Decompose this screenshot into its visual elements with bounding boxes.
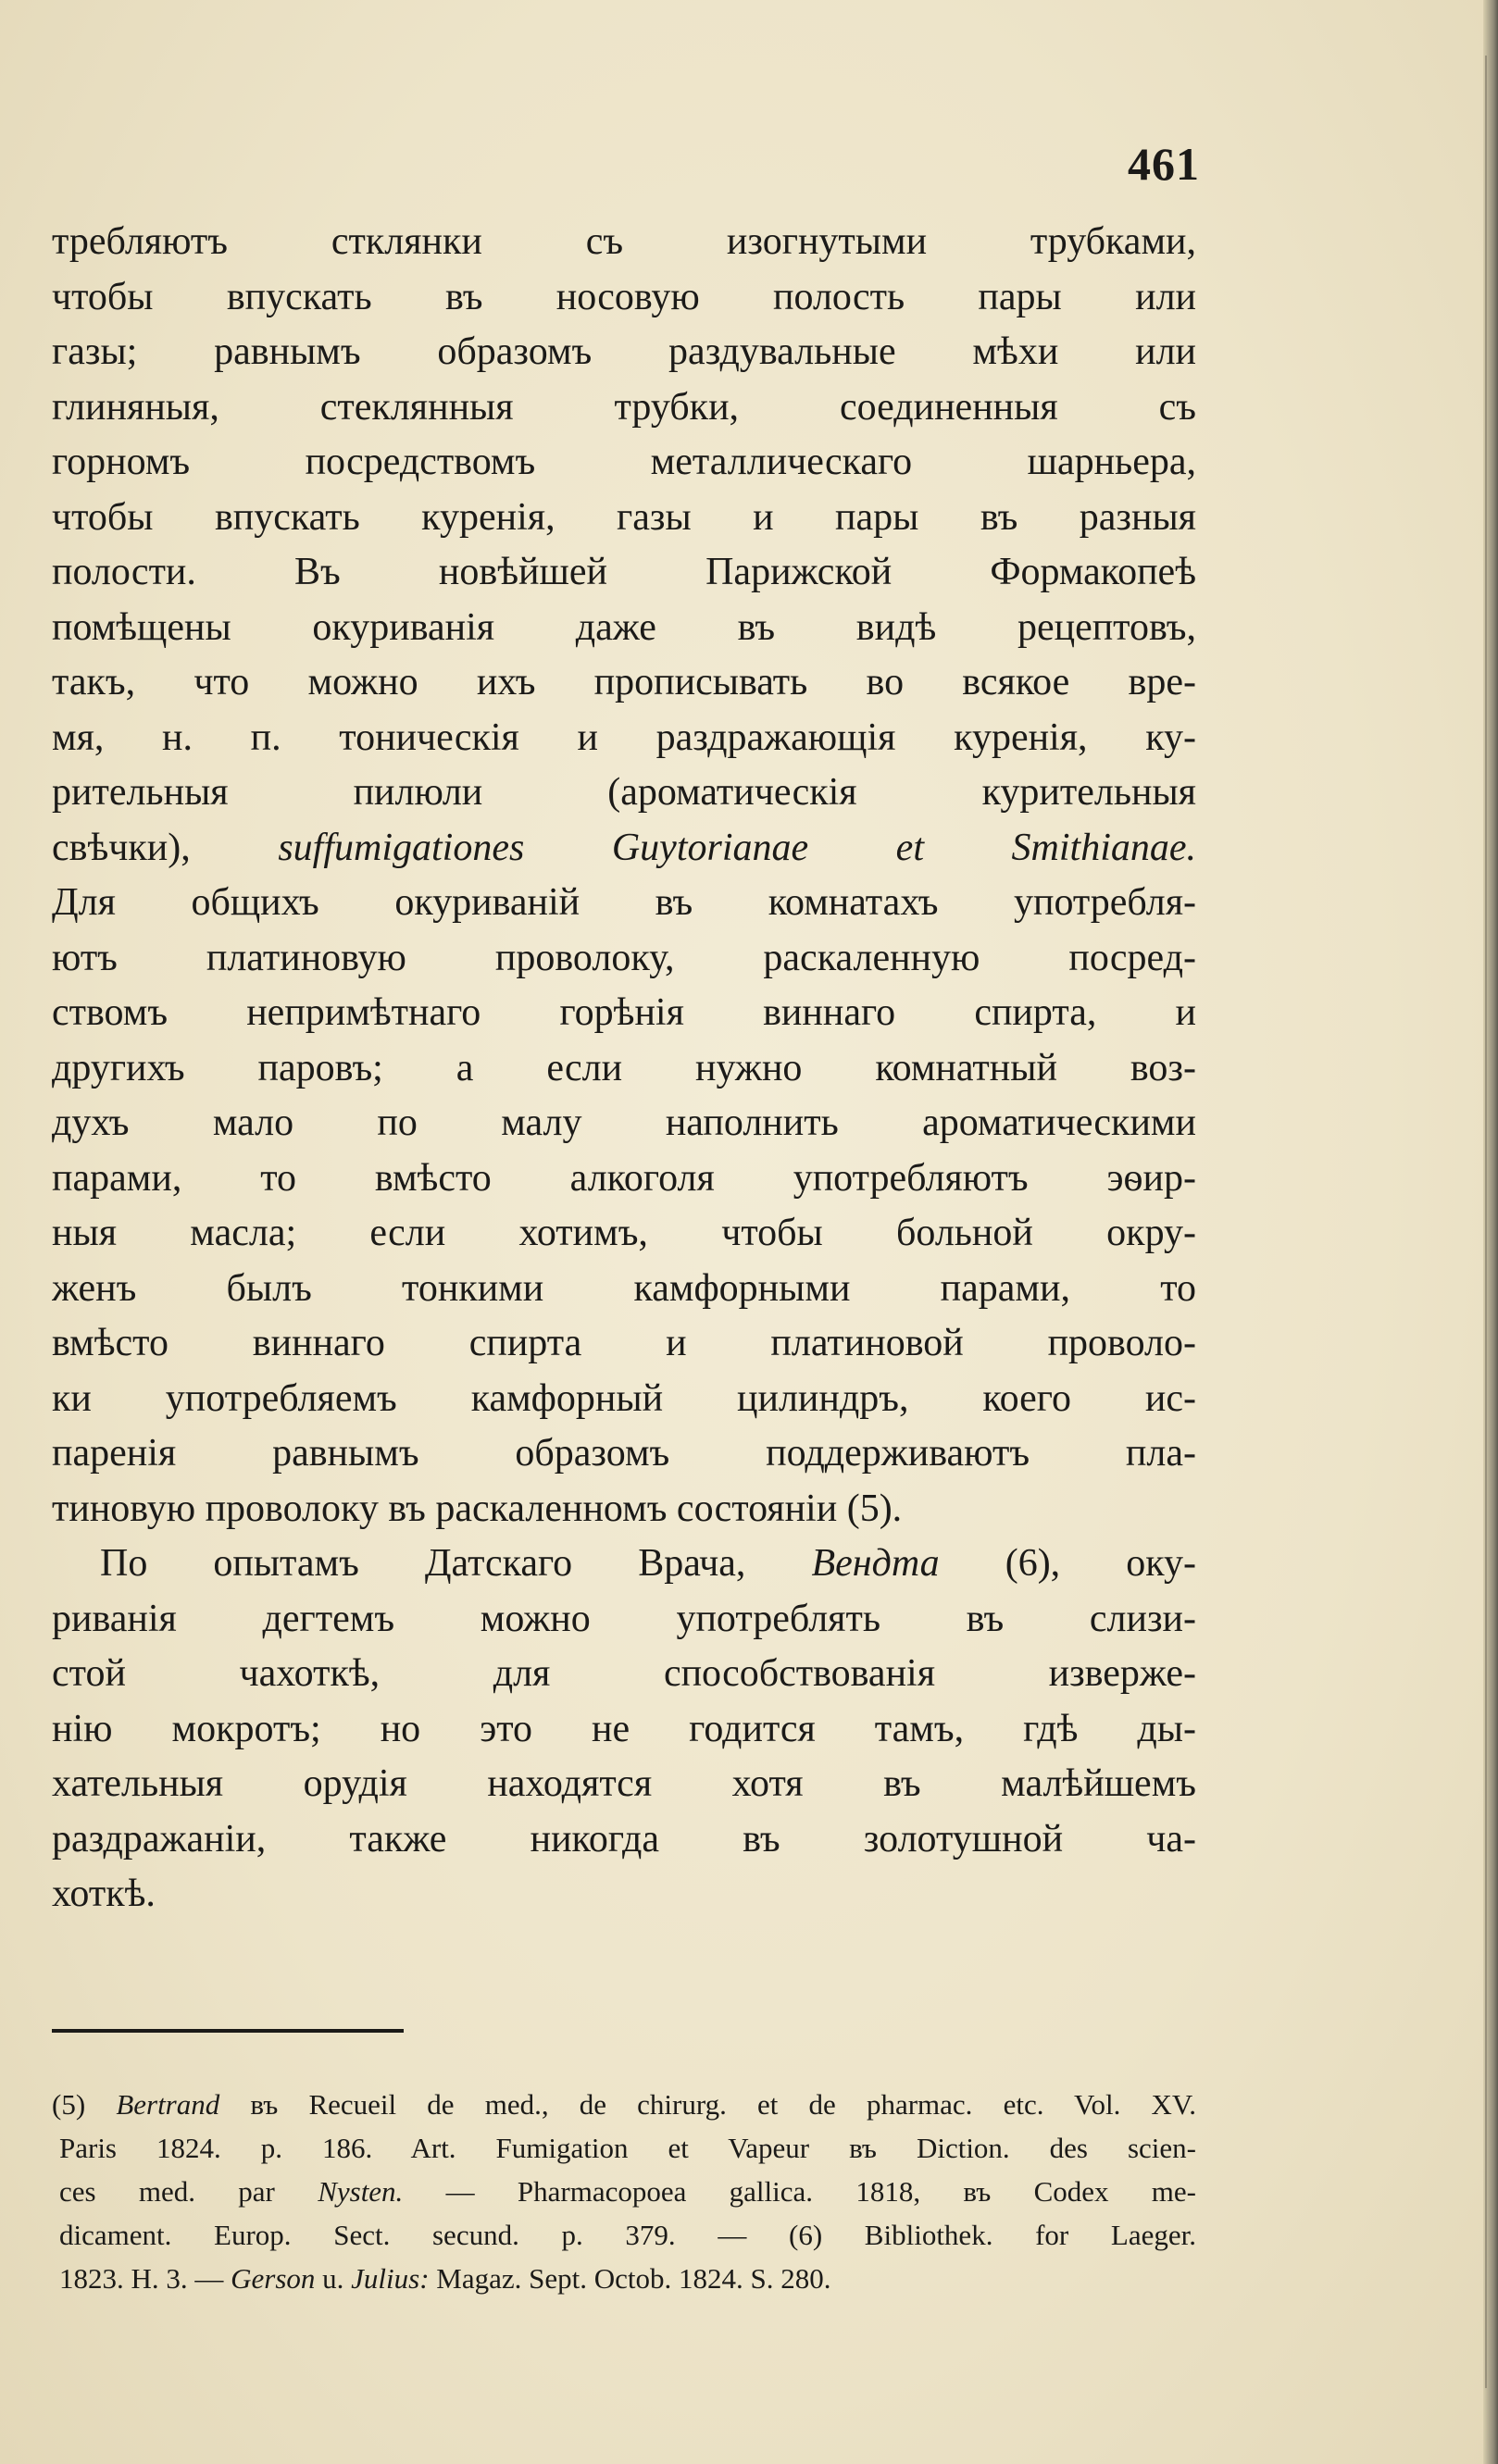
line-text: 1823. H. 3. —	[59, 2262, 231, 2295]
line-text: паренія равнымъ образомъ поддерживаютъ пла-	[52, 1432, 1196, 1475]
line-text: рительныя пилюли (ароматическія курительныя	[52, 771, 1196, 814]
text-line	[52, 765, 1196, 821]
text-line	[52, 876, 1196, 931]
footnote-separator	[52, 2029, 404, 2033]
line-text: нію мокротъ; но это не годится тамъ, гдѣ ды-	[52, 1707, 1196, 1750]
line-text: По опытамъ Датскаго Врача,	[100, 1542, 812, 1585]
text-line	[52, 545, 1196, 601]
line-text: u.	[315, 2262, 352, 2295]
line-text: ныя масла; если хотимъ, чтобы больной окру-	[52, 1212, 1196, 1254]
line-text: ces med. par	[59, 2175, 318, 2208]
line-text: помѣщены окуриванія даже въ видѣ рецептовъ,	[52, 605, 1196, 649]
text-line	[52, 1482, 1196, 1537]
text-line	[52, 986, 1196, 1041]
line-text: требляютъ стклянки съ изогнутыми трубками,	[52, 220, 1196, 263]
line-text: мя, н. п. тоническія и раздражающія куренія, ку-	[52, 716, 1196, 759]
line-text: женъ былъ тонкими камфорными парами, то	[52, 1266, 1196, 1310]
line-text: чтобы впускать куренія, газы и пары въ разныя	[52, 495, 1196, 539]
text-line	[52, 1041, 1196, 1097]
text-line	[52, 1316, 1196, 1372]
italic-text: suffumigationes Guytorianae et Smithianae.	[278, 826, 1196, 869]
line-text: (6), оку-	[939, 1542, 1196, 1585]
text-line	[52, 491, 1196, 546]
line-text: парами, то вмѣсто алкоголя употребляютъ эѳир-	[52, 1156, 1196, 1200]
footnotes	[52, 2083, 1196, 2300]
line-text: свѣчки),	[52, 826, 279, 869]
text-line	[52, 1592, 1196, 1648]
line-text: Paris 1824. p. 186. Art. Fumigation et Vapeur въ Diction. des scien-	[59, 2132, 1196, 2164]
line-text: ютъ платиновую проволоку, раскаленную посред-	[52, 936, 1196, 979]
text-line	[52, 1151, 1196, 1207]
line-text: горномъ посредствомъ металлическаго шарньера,	[52, 441, 1196, 483]
line-text: глиняныя, стеклянныя трубки, соединенныя съ	[52, 385, 1196, 429]
line-text: хательныя орудія находятся хотя въ малѣйшемъ	[52, 1762, 1196, 1805]
text-line	[52, 821, 1196, 877]
italic-text: Julius:	[351, 2262, 430, 2295]
page-edge-line	[1485, 56, 1487, 2388]
text-line	[52, 1867, 1196, 1923]
footnote-line	[52, 2170, 1196, 2213]
line-text: другихъ паровъ; а если нужно комнатный воз-	[52, 1046, 1196, 1089]
line-text: (5)	[52, 2088, 117, 2121]
line-text: газы; равнымъ образомъ раздувальные мѣхи или	[52, 330, 1196, 373]
footnote-line	[52, 2257, 1196, 2300]
line-text: чтобы впускать въ носовую полость пары или	[52, 275, 1196, 318]
text-line	[52, 601, 1196, 656]
line-text: dicament. Europ. Sect. secund. p. 379. — (6) Bibliothek. for Laeger.	[59, 2219, 1196, 2251]
line-text: полости. Въ новѣйшей Парижской Формакопеѣ	[52, 551, 1196, 593]
footnote-line	[52, 2213, 1196, 2257]
text-line	[52, 1372, 1196, 1427]
main-text	[52, 215, 1196, 1923]
footnote-line	[52, 2126, 1196, 2170]
text-line	[52, 1262, 1196, 1317]
text-line	[52, 1426, 1196, 1482]
text-line	[52, 215, 1196, 270]
text-line	[52, 1812, 1196, 1868]
text-line	[52, 435, 1196, 491]
text-line	[52, 1647, 1196, 1702]
text-line	[52, 711, 1196, 766]
line-text: — Pharmacopoea gallica. 1818, въ Codex me-	[403, 2175, 1196, 2208]
italic-text: Gerson	[231, 2262, 316, 2295]
italic-text: Вендта	[811, 1542, 940, 1585]
line-text: тиновую проволоку въ раскаленномъ состояніи (5).	[52, 1487, 903, 1530]
text-line	[52, 1206, 1196, 1262]
text-line	[52, 325, 1196, 380]
line-text: такъ, что можно ихъ прописывать во всякое вре-	[52, 661, 1196, 703]
italic-text: Bertrand	[116, 2088, 220, 2121]
footnote-line	[52, 2083, 1196, 2126]
line-text: риванія дегтемъ можно употреблять въ слизи-	[52, 1597, 1196, 1640]
line-text: въ Recueil de med., de chirurg. et de pharmac. etc. Vol. XV.	[219, 2088, 1196, 2121]
text-line	[52, 1757, 1196, 1812]
page-number: 461	[1128, 138, 1200, 190]
line-text: хоткѣ.	[52, 1873, 156, 1915]
text-line	[52, 1096, 1196, 1151]
line-text: Для общихъ окуриваній въ комнатахъ употребля-	[52, 881, 1196, 924]
text-line	[52, 1537, 1196, 1592]
text-line	[52, 380, 1196, 436]
line-text: Magaz. Sept. Octob. 1824. S. 280.	[429, 2262, 831, 2295]
text-line	[52, 655, 1196, 711]
line-text: духъ мало по малу наполнить ароматическими	[52, 1101, 1196, 1144]
italic-text: Nysten.	[318, 2175, 404, 2208]
line-text: ствомъ непримѣтнаго горѣнія виннаго спирта, и	[52, 991, 1196, 1034]
line-text: стой чахоткѣ, для способствованія изверже-	[52, 1652, 1196, 1695]
line-text: раздражаніи, также никогда въ золотушной ча-	[52, 1817, 1196, 1860]
line-text: ки употребляемъ камфорный цилиндръ, коего ис-	[52, 1376, 1196, 1420]
line-text: вмѣсто виннаго спирта и платиновой проволо-	[52, 1322, 1196, 1364]
text-line	[52, 931, 1196, 987]
text-line	[52, 270, 1196, 326]
text-line	[52, 1702, 1196, 1758]
